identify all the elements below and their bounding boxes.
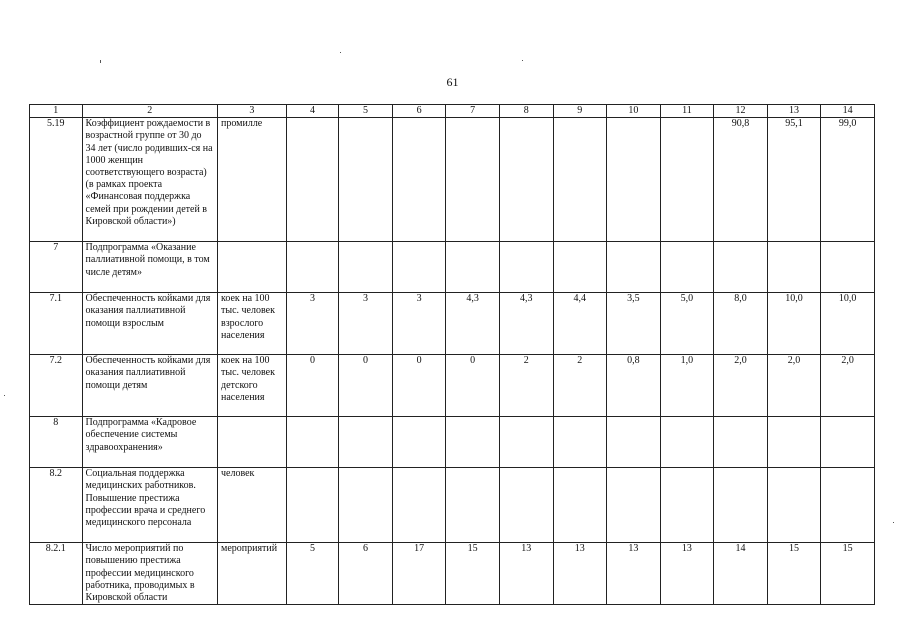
value-cell: 13 <box>553 543 607 605</box>
value-cell <box>607 118 661 242</box>
value-cell: 0 <box>446 355 500 417</box>
value-cell: 13 <box>499 543 553 605</box>
indicator-name: Социальная поддержка медицинских работников. Повышение престижа профессии врача и среднего медицинского персонала <box>82 468 217 543</box>
column-header: 13 <box>767 105 821 118</box>
unit: коек на 100 тыс. человек детского населения <box>217 355 286 417</box>
value-cell <box>660 242 714 293</box>
value-cell <box>446 118 500 242</box>
value-cell <box>553 118 607 242</box>
indicator-name: Число мероприятий по повышению престижа профессии медицинского работника, проводимых в Кировской области <box>82 543 217 605</box>
column-header: 12 <box>714 105 768 118</box>
value-cell: 14 <box>714 543 768 605</box>
column-header: 4 <box>286 105 339 118</box>
value-cell: 8,0 <box>714 293 768 355</box>
column-header: 2 <box>82 105 217 118</box>
value-cell <box>286 417 339 468</box>
column-header: 11 <box>660 105 714 118</box>
value-cell: 0 <box>286 355 339 417</box>
value-cell <box>714 468 768 543</box>
column-header-row <box>30 105 875 118</box>
indicators-table <box>29 104 875 605</box>
scan-speck <box>893 522 894 523</box>
table-row <box>30 355 875 417</box>
row-number: 8.2 <box>30 468 83 543</box>
value-cell: 90,8 <box>714 118 768 242</box>
value-cell <box>767 242 821 293</box>
value-cell: 3 <box>392 293 446 355</box>
value-cell: 2 <box>499 355 553 417</box>
unit <box>217 417 286 468</box>
indicator-name: Подпрограмма «Оказание паллиативной помощи, в том числе детям» <box>82 242 217 293</box>
value-cell <box>339 468 393 543</box>
value-cell: 5,0 <box>660 293 714 355</box>
value-cell <box>714 417 768 468</box>
table-row <box>30 417 875 468</box>
unit: промилле <box>217 118 286 242</box>
value-cell: 3 <box>339 293 393 355</box>
value-cell: 6 <box>339 543 393 605</box>
value-cell <box>607 468 661 543</box>
column-header: 3 <box>217 105 286 118</box>
column-header: 1 <box>30 105 83 118</box>
value-cell <box>714 242 768 293</box>
value-cell <box>286 468 339 543</box>
value-cell <box>446 468 500 543</box>
value-cell <box>339 118 393 242</box>
row-number: 5.19 <box>30 118 83 242</box>
value-cell: 13 <box>607 543 661 605</box>
value-cell: 15 <box>821 543 875 605</box>
column-header: 14 <box>821 105 875 118</box>
scan-speck <box>340 52 341 53</box>
value-cell: 13 <box>660 543 714 605</box>
value-cell <box>446 242 500 293</box>
value-cell: 15 <box>446 543 500 605</box>
scan-speck <box>4 395 5 396</box>
table-row <box>30 543 875 605</box>
value-cell: 4,3 <box>499 293 553 355</box>
value-cell: 17 <box>392 543 446 605</box>
value-cell: 3,5 <box>607 293 661 355</box>
column-header: 5 <box>339 105 393 118</box>
unit: мероприятий <box>217 543 286 605</box>
table-row <box>30 118 875 242</box>
value-cell <box>392 118 446 242</box>
value-cell <box>553 242 607 293</box>
value-cell <box>499 417 553 468</box>
value-cell <box>821 468 875 543</box>
indicator-name: Обеспеченность койками для оказания паллиативной помощи взрослым <box>82 293 217 355</box>
value-cell <box>821 417 875 468</box>
value-cell <box>607 242 661 293</box>
value-cell <box>767 417 821 468</box>
unit <box>217 242 286 293</box>
value-cell: 10,0 <box>767 293 821 355</box>
value-cell <box>553 417 607 468</box>
indicator-name: Подпрограмма «Кадровое обеспечение системы здравоохранения» <box>82 417 217 468</box>
value-cell: 10,0 <box>821 293 875 355</box>
column-header: 9 <box>553 105 607 118</box>
value-cell <box>660 468 714 543</box>
row-number: 8.2.1 <box>30 543 83 605</box>
scan-speck <box>100 60 101 63</box>
value-cell: 2,0 <box>714 355 768 417</box>
column-header: 8 <box>499 105 553 118</box>
table-row <box>30 468 875 543</box>
table-row <box>30 242 875 293</box>
column-header: 10 <box>607 105 661 118</box>
scan-speck <box>522 60 523 61</box>
value-cell: 0 <box>339 355 393 417</box>
value-cell: 15 <box>767 543 821 605</box>
value-cell <box>392 242 446 293</box>
value-cell: 0,8 <box>607 355 661 417</box>
value-cell <box>446 417 500 468</box>
value-cell <box>821 242 875 293</box>
value-cell: 5 <box>286 543 339 605</box>
value-cell <box>339 242 393 293</box>
value-cell: 1,0 <box>660 355 714 417</box>
value-cell: 4,4 <box>553 293 607 355</box>
value-cell <box>392 417 446 468</box>
row-number: 7 <box>30 242 83 293</box>
indicator-name: Обеспеченность койками для оказания паллиативной помощи детям <box>82 355 217 417</box>
value-cell: 99,0 <box>821 118 875 242</box>
row-number: 7.1 <box>30 293 83 355</box>
value-cell <box>499 118 553 242</box>
value-cell <box>339 417 393 468</box>
unit: коек на 100 тыс. человек взрослого населения <box>217 293 286 355</box>
column-header: 6 <box>392 105 446 118</box>
value-cell: 95,1 <box>767 118 821 242</box>
table-row <box>30 293 875 355</box>
value-cell <box>607 417 661 468</box>
value-cell <box>660 417 714 468</box>
value-cell <box>499 468 553 543</box>
value-cell <box>392 468 446 543</box>
value-cell: 2,0 <box>767 355 821 417</box>
column-header: 7 <box>446 105 500 118</box>
value-cell: 4,3 <box>446 293 500 355</box>
value-cell <box>499 242 553 293</box>
row-number: 7.2 <box>30 355 83 417</box>
value-cell <box>767 468 821 543</box>
page-number: 61 <box>446 75 459 89</box>
value-cell: 2 <box>553 355 607 417</box>
value-cell: 3 <box>286 293 339 355</box>
value-cell <box>660 118 714 242</box>
value-cell: 2,0 <box>821 355 875 417</box>
value-cell <box>286 242 339 293</box>
unit: человек <box>217 468 286 543</box>
value-cell <box>553 468 607 543</box>
value-cell <box>286 118 339 242</box>
indicator-name: Коэффициент рождаемости в возрастной группе от 30 до 34 лет (число родивших-ся на 1000 женщин соответствующего возраста) (в рамках проекта «Финансовая поддержка семей при рождении детей в Кировской области») <box>82 118 217 242</box>
value-cell: 0 <box>392 355 446 417</box>
row-number: 8 <box>30 417 83 468</box>
